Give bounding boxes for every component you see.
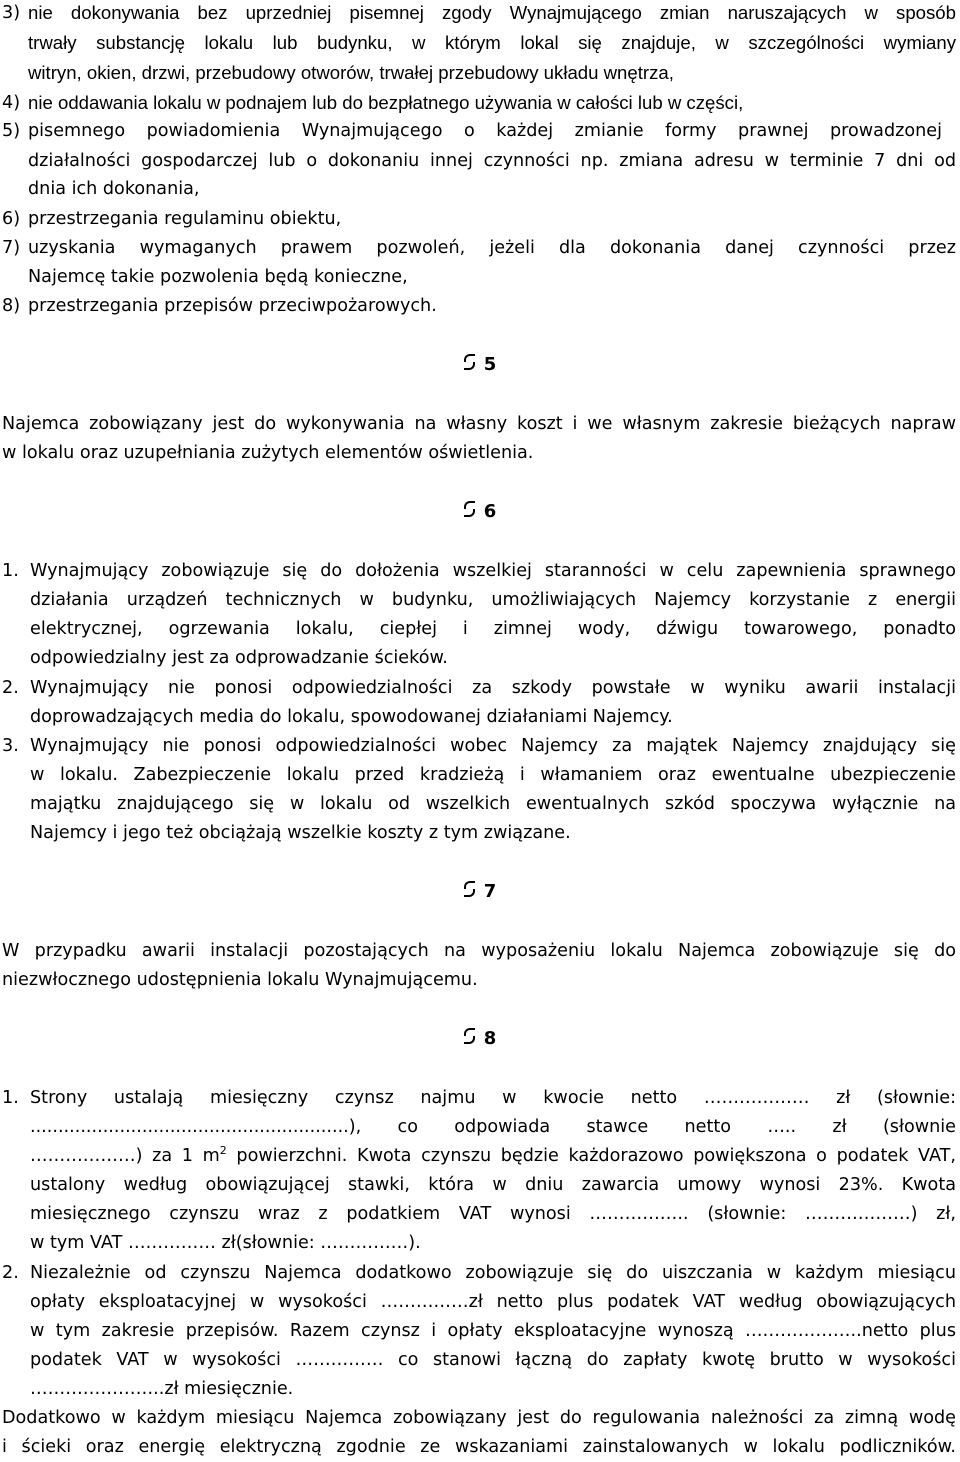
paragraph-line: .........................................................), co odpowiada stawce netto ….. zł (słownie xyxy=(30,1117,956,1137)
section-number: 6 xyxy=(483,501,497,522)
paragraph-line: Strony ustalają miesięczny czynsz najmu w kwocie netto ……………… zł (słownie: xyxy=(30,1088,956,1108)
paragraph-line: odpowiedzialny jest za odprowadzanie ścieków. xyxy=(30,648,448,668)
paragraph-line: doprowadzających media do lokalu, spowodowanej działaniami Najemcy. xyxy=(30,707,673,727)
section-heading-7 xyxy=(0,881,960,903)
text-fragment: powierzchni. Kwota czynszu będzie każdorazowo powiększona o podatek VAT, xyxy=(226,1146,956,1166)
paragraph-line: elektrycznej, ogrzewania lokalu, ciepłej i zimnej wody, dźwigu towarowego, ponadto xyxy=(30,619,956,639)
list-marker: 5) xyxy=(2,121,21,141)
list-marker: 2. xyxy=(2,1263,19,1283)
paragraph-line: dnia ich dokonania, xyxy=(28,179,200,199)
paragraph-line: działania urządzeń technicznych w budynku, umożliwiających Najemcy korzystanie z energii xyxy=(30,590,956,610)
list-marker: 3) xyxy=(2,3,21,23)
paragraph-sign-icon xyxy=(464,356,476,372)
list-marker: 3. xyxy=(2,736,19,756)
paragraph-line: niezwłocznego udostępnienia lokalu Wynajmującemu. xyxy=(2,970,478,990)
paragraph-line: nie dokonywania bez uprzedniej pisemnej zgody Wynajmującego zmian naruszających w sposób xyxy=(28,2,956,23)
paragraph-line: …………………..zł miesięcznie. xyxy=(30,1379,294,1399)
paragraph-line: pisemnego powiadomienia Wynajmującego o każdej zmianie formy prawnej prowadzonej xyxy=(28,121,942,141)
section-number: 7 xyxy=(483,881,497,902)
paragraph-line: w tym zakresie przepisów. Razem czynsz i opłaty eksploatacyjne wynoszą ………………..netto plus xyxy=(30,1321,956,1341)
paragraph-line: w tym VAT …………… zł(słownie: ……………). xyxy=(30,1233,421,1253)
paragraph-line: Wynajmujący nie ponosi odpowiedzialności za szkody powstałe w wyniku awarii instalacji xyxy=(30,678,956,698)
list-marker: 8) xyxy=(2,296,21,316)
list-marker: 6) xyxy=(2,209,21,229)
paragraph-line: Najemcy i jego też obciążają wszelkie koszty z tym związane. xyxy=(30,823,571,843)
paragraph-line xyxy=(30,1145,956,1169)
section-number: 8 xyxy=(483,1028,497,1049)
paragraph-line: W przypadku awarii instalacji pozostających na wyposażeniu lokalu Najemca zobowiązuje się do xyxy=(2,941,956,961)
paragraph-line: Najemcę takie pozwolenia będą konieczne, xyxy=(28,267,408,287)
paragraph-line: podatek VAT w wysokości …………… co stanowi łączną do zapłaty kwotę brutto w wysokości xyxy=(30,1350,956,1370)
paragraph-line: przestrzegania regulaminu obiektu, xyxy=(28,209,342,229)
paragraph-line: Wynajmujący nie ponosi odpowiedzialności wobec Najemcy za majątek Najemcy znajdujący się xyxy=(30,736,956,756)
paragraph-line: działalności gospodarczej lub o dokonaniu innej czynności np. zmiana adresu w terminie 7 dni od xyxy=(28,151,956,171)
paragraph-line: trwały substancję lokalu lub budynku, w którym lokal się znajduje, w szczególności wymiany xyxy=(28,32,956,53)
paragraph-line: majątku znajdującego się w lokalu od wszelkich ewentualnych szkód spoczywa wyłącznie na xyxy=(30,794,956,814)
list-marker: 2. xyxy=(2,678,19,698)
paragraph-line: i ścieki oraz energię elektryczną zgodnie ze wskazaniami zainstalowanych w lokalu podliczników. xyxy=(2,1437,956,1457)
paragraph-line: uzyskania wymaganych prawem pozwoleń, jeżeli dla dokonania danej czynności przez xyxy=(28,238,956,258)
section-heading-8 xyxy=(0,1028,960,1050)
paragraph-line: Niezależnie od czynszu Najemca dodatkowo zobowiązuje się do uiszczania w każdym miesiącu xyxy=(30,1263,956,1283)
paragraph-line: witryn, okien, drzwi, przebudowy otworów, trwałej przebudowy układu wnętrza, xyxy=(28,62,674,83)
paragraph-line: w lokalu oraz uzupełniania zużytych elementów oświetlenia. xyxy=(2,443,534,463)
paragraph-line: Najemca zobowiązany jest do wykonywania na własny koszt i we własnym zakresie bieżących napraw xyxy=(2,414,956,434)
list-marker: 1. xyxy=(2,1088,19,1108)
section-heading-6 xyxy=(0,501,960,523)
list-marker: 1. xyxy=(2,561,19,581)
paragraph-sign-icon xyxy=(464,503,476,519)
section-number: 5 xyxy=(483,354,497,375)
section-heading-5 xyxy=(0,354,960,376)
text-fragment: ………………) za 1 m xyxy=(30,1146,220,1166)
paragraph-line: miesięcznego czynszu wraz z podatkiem VAT wynosi …………….. (słownie: ………………) zł, xyxy=(30,1204,956,1224)
paragraph-line: ustalony według obowiązującej stawki, która w dniu zawarcia umowy wynosi 23%. Kwota xyxy=(30,1175,956,1195)
paragraph-line: opłaty eksploatacyjnej w wysokości ……………zł netto plus podatek VAT według obowiązujących xyxy=(30,1292,956,1312)
list-marker: 7) xyxy=(2,238,21,258)
paragraph-sign-icon xyxy=(464,1030,476,1046)
paragraph-line: nie oddawania lokalu w podnajem lub do bezpłatnego używania w całości lub w części, xyxy=(28,92,744,113)
list-marker: 4) xyxy=(2,93,21,113)
paragraph-line: przestrzegania przepisów przeciwpożarowych. xyxy=(28,296,437,316)
paragraph-line: w lokalu. Zabezpieczenie lokalu przed kradzieżą i włamaniem oraz ewentualne ubezpieczenie xyxy=(30,765,956,785)
paragraph-line: Wynajmujący zobowiązuje się do dołożenia wszelkiej staranności w celu zapewnienia sprawnego xyxy=(30,561,956,581)
paragraph-sign-icon xyxy=(464,883,476,899)
superscript: 2 xyxy=(219,1145,227,1158)
paragraph-line: Dodatkowo w każdym miesiącu Najemca zobowiązany jest do regulowania należności za zimną wodę xyxy=(2,1408,956,1428)
